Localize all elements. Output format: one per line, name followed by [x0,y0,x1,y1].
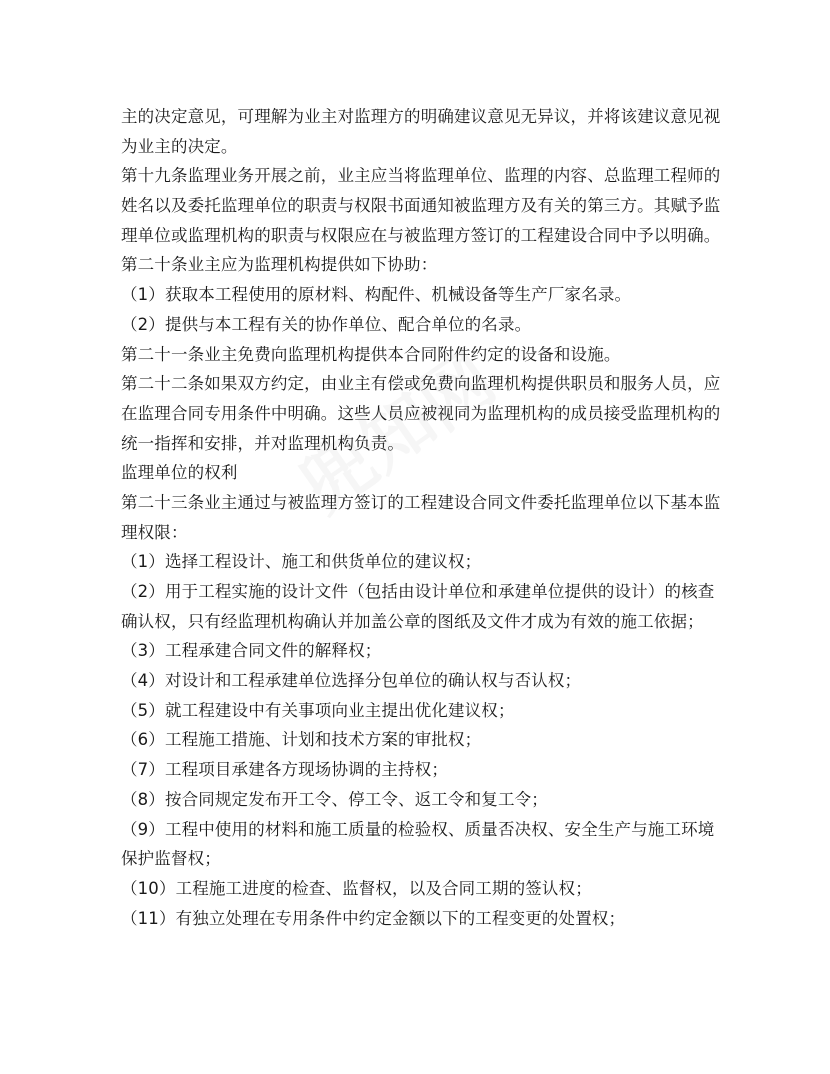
text-line: 第二十条业主应为监理机构提供如下协助： [121,255,438,275]
text-line: （1）获取本工程使用的原材料、构配件、机械设备等生产厂家名录。 [121,285,632,305]
text-line: 保护监督权； [121,849,221,869]
text-line: 第二十二条如果双方约定，由业主有偿或免费向监理机构提供职员和服务人员，应 [121,374,721,394]
text-line: 姓名以及委托监理单位的职责与权限书面通知被监理方及有关的第三方。其赋予监 [121,196,721,216]
text-line: 为业主的决定。 [121,136,238,156]
document-body [121,102,721,933]
text-line: （8）按合同规定发布开工令、停工令、返工令和复工令； [121,789,548,809]
text-line: 第二十一条业主免费向监理机构提供本合同附件约定的设备和设施。 [121,344,621,364]
text-line: （9）工程中使用的材料和施工质量的检验权、质量否决权、安全生产与施工环境 [121,819,715,839]
text-line: 理权限： [121,522,188,542]
section-heading: 监理单位的权利 [121,463,238,483]
text-line: 在监理合同专用条件中明确。这些人员应被视同为监理机构的成员接受监理机构的 [121,403,721,423]
text-line: （6）工程施工措施、计划和技术方案的审批权； [121,730,482,750]
text-line: 统一指挥和安排，并对监理机构负责。 [121,433,405,453]
text-line: 理单位或监理机构的职责与权限应在与被监理方签订的工程建设合同中予以明确。 [121,225,721,245]
text-line: （4）对设计和工程承建单位选择分包单位的确认权与否认权； [121,671,582,691]
text-line: （2）提供与本工程有关的协作单位、配合单位的名录。 [121,314,532,334]
text-line: 第十九条监理业务开展之前，业主应当将监理单位、监理的内容、总监理工程师的 [121,166,721,186]
text-line: （3）工程承建合同文件的解释权； [121,641,382,661]
text-line: 确认权，只有经监理机构确认并加盖公章的图纸及文件才成为有效的施工依据； [121,611,704,631]
text-line: （2）用于工程实施的设计文件（包括由设计单位和承建单位提供的设计）的核查 [121,582,715,601]
text-line: 主的决定意见，可理解为业主对监理方的明确建议意见无异议，并将该建议意见视 [121,107,721,126]
text-line: （11）有独立处理在专用条件中约定金额以下的工程变更的处置权； [121,908,626,928]
text-line: （7）工程项目承建各方现场协调的主持权； [121,760,448,780]
text-line: （10）工程施工进度的检查、监督权，以及合同工期的签认权； [121,878,592,898]
text-line: 第二十三条业主通过与被监理方签订的工程建设合同文件委托监理单位以下基本监 [121,492,721,512]
text-line: （5）就工程建设中有关事项向业主提出优化建议权； [121,700,515,720]
text-line: （1）选择工程设计、施工和供货单位的建议权； [121,552,482,572]
